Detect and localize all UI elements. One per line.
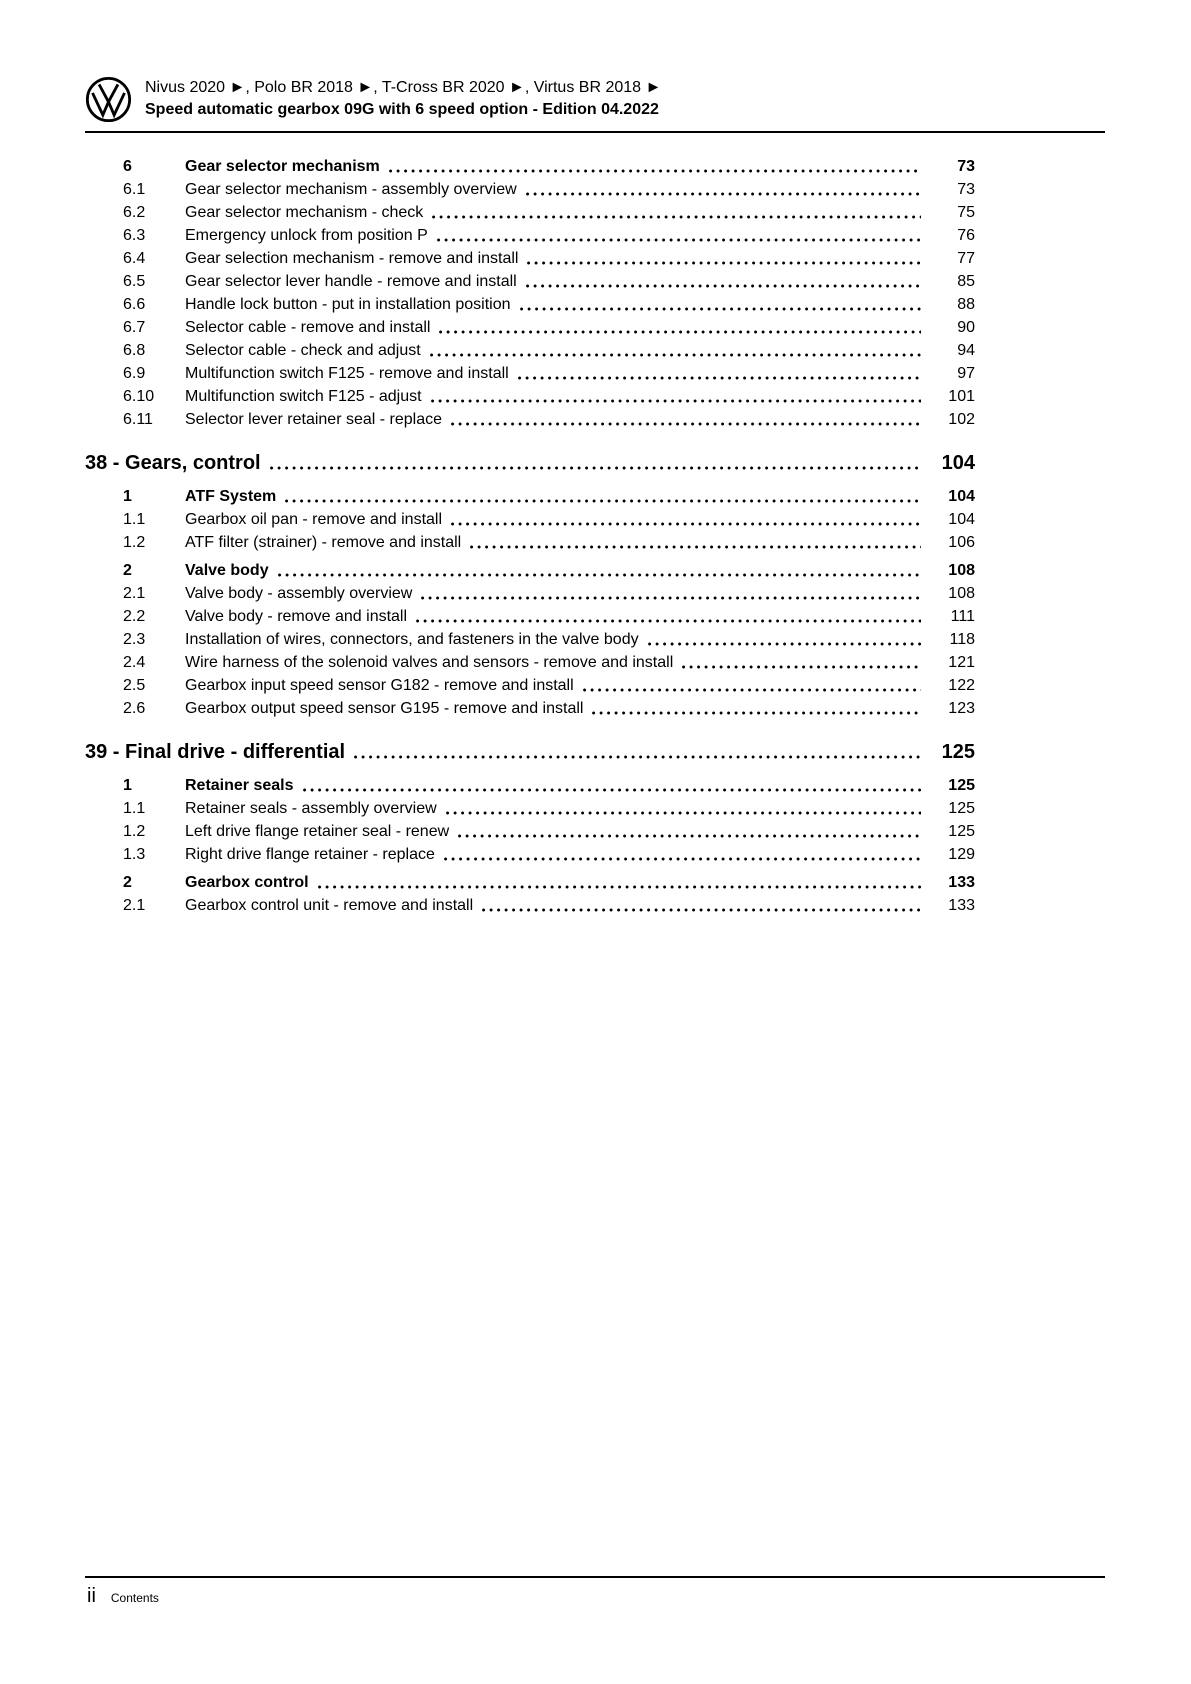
toc-entry-page: 125 (948, 823, 975, 840)
toc-section-row (85, 774, 975, 797)
dot-leader (431, 399, 921, 403)
toc-entry-page: 118 (949, 631, 975, 648)
toc-entry-title: Installation of wires, connectors, and fasteners in the valve body (185, 631, 639, 648)
dot-leader (458, 834, 921, 838)
vw-logo-icon (85, 76, 132, 123)
toc-entry-number: 6.11 (123, 411, 153, 428)
toc-chapter-page: 125 (941, 741, 975, 763)
toc-entry-page: 97 (957, 365, 975, 382)
toc-entry-number: 1 (123, 777, 132, 794)
toc-entry-page: 111 (950, 608, 975, 625)
toc-chapter-row (85, 739, 975, 765)
toc-subsection-row (85, 339, 975, 362)
toc-entry-title: Handle lock button - put in installation position (185, 296, 511, 313)
toc-entry-number: 6.10 (123, 388, 155, 405)
toc-entry-number: 2.5 (123, 677, 146, 694)
toc-entry-page: 121 (948, 654, 975, 671)
toc-entry-title: Left drive flange retainer seal - renew (185, 823, 450, 840)
header-text (145, 76, 661, 121)
toc-entry-page: 125 (948, 800, 975, 817)
dot-leader (526, 192, 921, 196)
toc-subsection-row (85, 293, 975, 316)
toc-subsection-row (85, 820, 975, 843)
dot-leader (527, 261, 921, 265)
toc-entry-page: 108 (948, 562, 975, 579)
toc-entry-number: 1 (123, 488, 132, 505)
dot-leader (318, 885, 921, 889)
table-of-contents (85, 150, 975, 917)
dot-leader (470, 545, 921, 549)
header-subtitle-line: Speed automatic gearbox 09G with 6 speed option - Edition 04.2022 (145, 101, 659, 118)
toc-subsection-row (85, 628, 975, 651)
toc-entry-page: 129 (948, 846, 975, 863)
toc-entry-page: 94 (957, 342, 975, 359)
toc-entry-number: 6.1 (123, 181, 146, 198)
toc-entry-page: 104 (948, 488, 975, 505)
toc-entry-number: 1.1 (123, 800, 146, 817)
toc-subsection-row (85, 674, 975, 697)
dot-leader (648, 642, 921, 646)
toc-subsection-row (85, 508, 975, 531)
toc-entry-number: 2.4 (123, 654, 146, 671)
page-header (85, 76, 1105, 133)
toc-entry-title: Valve body - assembly overview (185, 585, 413, 602)
dot-leader (482, 908, 921, 912)
toc-entry-title: Wire harness of the solenoid valves and sensors - remove and install (185, 654, 674, 671)
toc-section-row (85, 155, 975, 178)
toc-entry-number: 1.2 (123, 823, 146, 840)
toc-entry-page: 90 (957, 319, 975, 336)
toc-entry-title: Right drive flange retainer - replace (185, 846, 435, 863)
toc-entry-title: Valve body - remove and install (185, 608, 408, 625)
toc-entry-number: 6.4 (123, 250, 146, 267)
dot-leader (354, 755, 921, 759)
toc-section-row (85, 559, 975, 582)
toc-entry-number: 2.3 (123, 631, 146, 648)
toc-section-row (85, 485, 975, 508)
toc-entry-page: 101 (948, 388, 975, 405)
toc-entry-title: Gearbox output speed sensor G195 - remove and install (185, 700, 584, 717)
toc-entry-title: Gear selector lever handle - remove and install (185, 273, 517, 290)
dot-leader (518, 376, 921, 380)
header-models-line: Nivus 2020 ►, Polo BR 2018 ►, T-Cross BR 2020 ►, Virtus BR 2018 ► (145, 79, 662, 96)
toc-entry-title: Emergency unlock from position P (185, 227, 428, 244)
toc-entry-number: 2 (123, 874, 132, 891)
toc-entry-page: 108 (948, 585, 975, 602)
toc-entry-title: Gearbox control (185, 874, 309, 891)
toc-entry-number: 1.1 (123, 511, 146, 528)
toc-entry-title: Selector cable - check and adjust (185, 342, 421, 359)
toc-entry-page: 123 (948, 700, 975, 717)
toc-entry-title: Gearbox control unit - remove and install (185, 897, 474, 914)
toc-subsection-row (85, 697, 975, 720)
toc-entry-title: Gear selector mechanism - assembly overview (185, 181, 517, 198)
toc-entry-title: Gear selector mechanism (185, 158, 380, 175)
dot-leader (682, 665, 921, 669)
toc-subsection-row (85, 270, 975, 293)
dot-leader (446, 811, 921, 815)
toc-entry-title: Retainer seals - assembly overview (185, 800, 437, 817)
toc-chapter-title: 38 - Gears, control (85, 452, 261, 474)
dot-leader (451, 422, 921, 426)
toc-entry-page: 133 (948, 897, 975, 914)
toc-entry-number: 6.7 (123, 319, 146, 336)
toc-subsection-row (85, 362, 975, 385)
toc-entry-title: Gearbox input speed sensor G182 - remove and install (185, 677, 574, 694)
toc-entry-page: 75 (957, 204, 975, 221)
dot-leader (583, 688, 921, 692)
dot-leader (451, 522, 921, 526)
toc-entry-page: 73 (957, 158, 975, 175)
toc-subsection-row (85, 531, 975, 554)
toc-entry-title: Selector cable - remove and install (185, 319, 431, 336)
toc-chapter-row (85, 450, 975, 476)
toc-entry-page: 104 (948, 511, 975, 528)
toc-entry-title: ATF System (185, 488, 277, 505)
dot-leader (444, 857, 921, 861)
dot-leader (592, 711, 921, 715)
dot-leader (432, 215, 921, 219)
page-footer (85, 1576, 1105, 1608)
toc-entry-title: Gear selection mechanism - remove and install (185, 250, 519, 267)
dot-leader (439, 330, 921, 334)
toc-entry-number: 2.2 (123, 608, 146, 625)
toc-subsection-row (85, 178, 975, 201)
toc-entry-page: 125 (948, 777, 975, 794)
dot-leader (416, 619, 921, 623)
toc-section-row (85, 871, 975, 894)
toc-entry-title: Gearbox oil pan - remove and install (185, 511, 443, 528)
toc-subsection-row (85, 651, 975, 674)
toc-subsection-row (85, 605, 975, 628)
footer-section-label: Contents (110, 1591, 159, 1605)
toc-entry-title: Gear selector mechanism - check (185, 204, 424, 221)
toc-entry-number: 6.3 (123, 227, 146, 244)
toc-entry-number: 2 (123, 562, 132, 579)
toc-entry-title: Valve body (185, 562, 269, 579)
toc-entry-page: 106 (948, 534, 975, 551)
toc-entry-number: 1.3 (123, 846, 146, 863)
dot-leader (389, 169, 921, 173)
toc-entry-number: 6.2 (123, 204, 146, 221)
toc-entry-page: 133 (948, 874, 975, 891)
dot-leader (285, 499, 921, 503)
toc-entry-number: 6 (123, 158, 132, 175)
dot-leader (520, 307, 921, 311)
toc-subsection-row (85, 797, 975, 820)
toc-subsection-row (85, 582, 975, 605)
dot-leader (437, 238, 921, 242)
toc-entry-page: 85 (957, 273, 975, 290)
toc-entry-page: 76 (957, 227, 975, 244)
toc-subsection-row (85, 316, 975, 339)
dot-leader (270, 466, 921, 470)
toc-subsection-row (85, 408, 975, 431)
toc-subsection-row (85, 247, 975, 270)
dot-leader (430, 353, 921, 357)
dot-leader (278, 573, 921, 577)
toc-subsection-row (85, 843, 975, 866)
dot-leader (303, 788, 921, 792)
toc-entry-page: 102 (948, 411, 975, 428)
toc-entry-number: 6.5 (123, 273, 146, 290)
toc-entry-page: 88 (957, 296, 975, 313)
toc-entry-number: 6.9 (123, 365, 146, 382)
toc-entry-number: 6.6 (123, 296, 146, 313)
dot-leader (526, 284, 921, 288)
dot-leader (421, 596, 921, 600)
footer-page-number: ii (87, 1585, 96, 1607)
toc-entry-number: 2.1 (123, 585, 146, 602)
toc-subsection-row (85, 201, 975, 224)
toc-entry-number: 2.1 (123, 897, 146, 914)
toc-entry-title: Multifunction switch F125 - remove and install (185, 365, 509, 382)
toc-entry-title: Retainer seals (185, 777, 294, 794)
toc-entry-page: 122 (948, 677, 975, 694)
toc-subsection-row (85, 894, 975, 917)
toc-entry-title: ATF filter (strainer) - remove and install (185, 534, 462, 551)
toc-entry-title: Selector lever retainer seal - replace (185, 411, 443, 428)
toc-chapter-page: 104 (941, 452, 975, 474)
header-rule (85, 131, 1105, 133)
toc-entry-page: 73 (957, 181, 975, 198)
footer-rule (85, 1576, 1105, 1578)
toc-subsection-row (85, 385, 975, 408)
toc-chapter-title: 39 - Final drive - differential (85, 741, 346, 763)
toc-subsection-row (85, 224, 975, 247)
toc-entry-page: 77 (957, 250, 975, 267)
toc-entry-number: 1.2 (123, 534, 146, 551)
toc-entry-title: Multifunction switch F125 - adjust (185, 388, 422, 405)
toc-entry-number: 2.6 (123, 700, 146, 717)
toc-entry-number: 6.8 (123, 342, 146, 359)
